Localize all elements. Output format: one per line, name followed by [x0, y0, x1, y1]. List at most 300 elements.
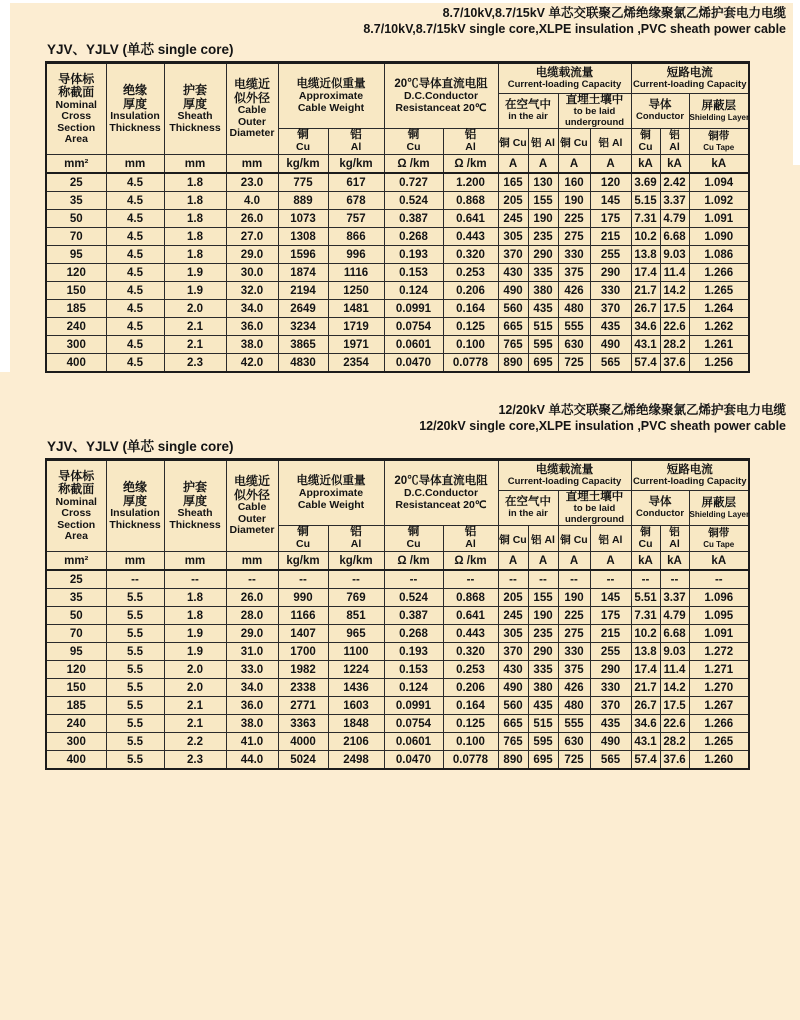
cell: 490 — [498, 679, 528, 697]
cell: 1.266 — [689, 264, 749, 282]
cell: 769 — [328, 589, 384, 607]
table2-cable-model-label: YJV、YJLV (单芯 single core) — [47, 439, 234, 454]
cell: 2498 — [328, 751, 384, 770]
leaf-conductor-al — [660, 129, 689, 155]
cell: 5.5 — [106, 697, 164, 715]
cell: 4.5 — [106, 228, 164, 246]
leaf-weight-cu-en: Cu — [296, 538, 310, 551]
cell: 185 — [46, 300, 106, 318]
cell: 3865 — [278, 336, 328, 354]
cell: -- — [384, 570, 443, 589]
cell: 996 — [328, 246, 384, 264]
table-row — [46, 318, 749, 336]
unit-cell: Ω /km — [384, 552, 443, 571]
cell: 1.9 — [164, 264, 226, 282]
cell: 1436 — [328, 679, 384, 697]
leaf-weight-cu-en: Cu — [296, 141, 310, 154]
cell: 665 — [498, 318, 528, 336]
cell: 290 — [528, 643, 558, 661]
unit-cell: A — [558, 155, 590, 174]
subheader-underground-en2: underground — [564, 513, 625, 525]
cell: 4.5 — [106, 264, 164, 282]
cell: 235 — [528, 228, 558, 246]
header-weight-zh: 电缆近似重量 — [296, 475, 366, 487]
cell: 300 — [46, 336, 106, 354]
header-current-loading-capacity — [498, 460, 631, 491]
table-row — [46, 661, 749, 679]
header-nominal-zh: 导体标称截面 — [58, 468, 95, 496]
table-row — [46, 751, 749, 770]
cell: 1.8 — [164, 192, 226, 210]
header-dc-en2: Resistanceat 20℃ — [395, 498, 487, 511]
cell: 70 — [46, 625, 106, 643]
leaf-dc-al — [443, 526, 498, 552]
cell: 290 — [590, 661, 631, 679]
unit-cell: mm — [106, 552, 164, 571]
cell: 0.0778 — [443, 354, 498, 373]
cell: 5.5 — [106, 715, 164, 733]
cell: 0.100 — [443, 733, 498, 751]
table-row — [46, 228, 749, 246]
cell: 560 — [498, 300, 528, 318]
unit-cell: mm — [226, 552, 278, 571]
subheader-underground-zh: 直埋土壤中 — [565, 94, 624, 106]
cell: 1.265 — [689, 282, 749, 300]
leaf-weight-cu-zh: 铜 — [297, 526, 309, 539]
leaf-dc-cu-en: Cu — [406, 538, 421, 551]
cell: 630 — [558, 733, 590, 751]
cell: 0.641 — [443, 210, 498, 228]
cell: 235 — [528, 625, 558, 643]
cell: 335 — [528, 264, 558, 282]
cell: 565 — [590, 751, 631, 770]
cell: 35 — [46, 192, 106, 210]
leaf-air-cu — [498, 526, 528, 552]
cell: 95 — [46, 643, 106, 661]
header-weight-en1: Approximate — [298, 487, 364, 499]
cell: 225 — [558, 607, 590, 625]
leaf-conductor-cu-zh: 铜 — [640, 129, 651, 141]
unit-cell: mm² — [46, 155, 106, 174]
unit-cell: mm² — [46, 552, 106, 571]
cell: 1848 — [328, 715, 384, 733]
cell: 990 — [278, 589, 328, 607]
cell: 0.443 — [443, 625, 498, 643]
cell: 375 — [558, 264, 590, 282]
cell: -- — [328, 570, 384, 589]
cell: 2354 — [328, 354, 384, 373]
cell: 0.153 — [384, 264, 443, 282]
cell: 430 — [498, 661, 528, 679]
cell: 11.4 — [660, 661, 689, 679]
cell: 0.0601 — [384, 336, 443, 354]
cell: 595 — [528, 733, 558, 751]
header-capacity-en: Current-loading Capacity — [507, 78, 622, 90]
cell: 1308 — [278, 228, 328, 246]
table1-cable-model-label: YJV、YJLV (单芯 single core) — [47, 42, 234, 57]
cell: 2.1 — [164, 318, 226, 336]
subheader-underground — [558, 94, 631, 129]
cell: 1.9 — [164, 643, 226, 661]
cell: 1.270 — [689, 679, 749, 697]
leaf-air-al-label: 铝 Al — [531, 533, 555, 546]
header-sheath-thickness — [164, 460, 226, 552]
cell: 490 — [590, 336, 631, 354]
subheader-in-air — [498, 491, 558, 526]
cell: 3.37 — [660, 192, 689, 210]
cell: 26.7 — [631, 697, 660, 715]
cell: 7.31 — [631, 607, 660, 625]
cell: -- — [689, 570, 749, 589]
cell: 0.0470 — [384, 354, 443, 373]
header-weight-en2: Cable Weight — [297, 498, 365, 511]
cell: 0.0601 — [384, 733, 443, 751]
unit-cell: A — [590, 552, 631, 571]
leaf-dc-cu — [384, 129, 443, 155]
header-dc-zh: 20℃导体直流电阻 — [394, 475, 488, 487]
header-sheath-zh: 护套厚度 — [182, 83, 207, 111]
cell: -- — [278, 570, 328, 589]
cell: 290 — [528, 246, 558, 264]
cell: 4.5 — [106, 246, 164, 264]
header-nominal-zh: 导体标称截面 — [58, 71, 95, 99]
leaf-air-al-label: 铝 Al — [531, 136, 555, 149]
cell: 1.265 — [689, 733, 749, 751]
cell: 275 — [558, 228, 590, 246]
cell: 426 — [558, 679, 590, 697]
cell: 1.9 — [164, 282, 226, 300]
leaf-air-cu-label: 铜 Cu — [499, 533, 527, 546]
unit-cell: mm — [164, 552, 226, 571]
table-row — [46, 264, 749, 282]
header-current-loading-capacity — [498, 63, 631, 94]
cell: 29.0 — [226, 246, 278, 264]
leaf-underground-cu — [558, 129, 590, 155]
cell: 0.206 — [443, 282, 498, 300]
table-row — [46, 282, 749, 300]
cell: 240 — [46, 318, 106, 336]
cell: 1.094 — [689, 173, 749, 192]
cell: 1719 — [328, 318, 384, 336]
cell: 50 — [46, 210, 106, 228]
cell: 490 — [498, 282, 528, 300]
subheader-conductor — [631, 94, 689, 129]
cell: 23.0 — [226, 173, 278, 192]
cell: 851 — [328, 607, 384, 625]
cell: 1874 — [278, 264, 328, 282]
cell: 155 — [528, 192, 558, 210]
cell: 17.5 — [660, 697, 689, 715]
cell: 515 — [528, 318, 558, 336]
cell: 3.69 — [631, 173, 660, 192]
table2-titles — [0, 403, 800, 434]
leaf-shielding-cu-tape — [689, 526, 749, 552]
unit-cell: A — [498, 155, 528, 174]
cell: 617 — [328, 173, 384, 192]
cell: 290 — [590, 264, 631, 282]
subheader-conductor-zh: 导体 — [648, 99, 672, 112]
header-dc-resistance — [384, 460, 498, 526]
cell: 190 — [528, 607, 558, 625]
header-short-circuit-current — [631, 460, 749, 491]
cell: 41.0 — [226, 733, 278, 751]
cell: 43.1 — [631, 336, 660, 354]
unit-cell: Ω /km — [443, 155, 498, 174]
header-diameter-en: Cable Outer Diameter — [229, 501, 275, 537]
unit-cell: kA — [689, 552, 749, 571]
cell: 2.0 — [164, 661, 226, 679]
table2-body — [46, 570, 749, 769]
leaf-dc-cu-en: Cu — [406, 141, 421, 154]
cell: 1.264 — [689, 300, 749, 318]
unit-cell: kg/km — [328, 155, 384, 174]
header-short-zh: 短路电流 — [666, 66, 713, 79]
cell: 37.6 — [660, 354, 689, 373]
unit-cell: kA — [631, 155, 660, 174]
cell: 35 — [46, 589, 106, 607]
cell: 21.7 — [631, 679, 660, 697]
cell: 1.091 — [689, 625, 749, 643]
leaf-weight-al-zh: 铝 — [350, 129, 362, 142]
cell: 1.8 — [164, 173, 226, 192]
cell: 0.125 — [443, 715, 498, 733]
cell: 11.4 — [660, 264, 689, 282]
cell: 0.0991 — [384, 300, 443, 318]
cell: 0.153 — [384, 661, 443, 679]
cell: 4.5 — [106, 282, 164, 300]
header-short-en: Current-loading Capacity — [633, 78, 747, 90]
cell: 4.79 — [660, 607, 689, 625]
header-sheath-en: Sheath Thickness — [169, 507, 221, 531]
cell: 380 — [528, 282, 558, 300]
cell: 1.090 — [689, 228, 749, 246]
cell: 678 — [328, 192, 384, 210]
cell: 0.524 — [384, 192, 443, 210]
cell: 4.5 — [106, 336, 164, 354]
unit-cell: kA — [631, 552, 660, 571]
cell: 5.5 — [106, 661, 164, 679]
cell: 1.092 — [689, 192, 749, 210]
cell: 4.5 — [106, 318, 164, 336]
cell: 34.0 — [226, 679, 278, 697]
cell: 42.0 — [226, 354, 278, 373]
cell: 27.0 — [226, 228, 278, 246]
table-row — [46, 570, 749, 589]
subheader-air-zh: 在空气中 — [505, 99, 552, 112]
leaf-shielding-cu-tape — [689, 129, 749, 155]
leaf-conductor-al-zh: 铝 — [669, 526, 680, 538]
cell: 0.193 — [384, 246, 443, 264]
table-row — [46, 589, 749, 607]
header-cable-outer-diameter — [226, 460, 278, 552]
header-capacity-en: Current-loading Capacity — [507, 475, 622, 487]
cell: 5.5 — [106, 589, 164, 607]
cell: 305 — [498, 625, 528, 643]
cell: 245 — [498, 607, 528, 625]
leaf-tape-en: Cu Tape — [703, 142, 735, 152]
cell: 4000 — [278, 733, 328, 751]
table-row — [46, 607, 749, 625]
cell: 130 — [528, 173, 558, 192]
unit-cell: mm — [226, 155, 278, 174]
leaf-weight-al — [328, 129, 384, 155]
cell: 0.124 — [384, 282, 443, 300]
leaf-conductor-cu — [631, 129, 660, 155]
cell: 255 — [590, 246, 631, 264]
leaf-weight-al-en: Al — [350, 538, 362, 551]
unit-cell: kA — [660, 552, 689, 571]
subheader-shielding-en: Shielding Layer — [689, 510, 750, 519]
leaf-weight-al-zh: 铝 — [350, 526, 362, 539]
cell: 515 — [528, 715, 558, 733]
cell: 1982 — [278, 661, 328, 679]
cell: 775 — [278, 173, 328, 192]
cell: 5.5 — [106, 751, 164, 770]
cell: 0.206 — [443, 679, 498, 697]
cell: 4.5 — [106, 354, 164, 373]
table1-titles — [0, 0, 800, 37]
cell: 695 — [528, 751, 558, 770]
cell: 2.1 — [164, 697, 226, 715]
cell: 435 — [528, 697, 558, 715]
cell: 25 — [46, 173, 106, 192]
cell: 2194 — [278, 282, 328, 300]
cell: 36.0 — [226, 318, 278, 336]
cell: 0.641 — [443, 607, 498, 625]
unit-cell: A — [528, 155, 558, 174]
cell: 1.096 — [689, 589, 749, 607]
cell: 565 — [590, 354, 631, 373]
table-row — [46, 246, 749, 264]
subheader-shielding-layer — [689, 491, 749, 526]
cell: 380 — [528, 679, 558, 697]
header-insulation-zh: 绝缘厚度 — [122, 480, 147, 508]
cell: 2.1 — [164, 715, 226, 733]
cell: 5.5 — [106, 733, 164, 751]
cable-spec-table-1 — [45, 61, 750, 373]
cell: 14.2 — [660, 679, 689, 697]
leaf-underground-cu — [558, 526, 590, 552]
cell: 38.0 — [226, 336, 278, 354]
table-row — [46, 625, 749, 643]
cell: 330 — [590, 679, 631, 697]
header-approximate-cable-weight — [278, 63, 384, 129]
cell: 665 — [498, 715, 528, 733]
header-short-circuit-current — [631, 63, 749, 94]
table2-header — [46, 460, 749, 571]
cell: 305 — [498, 228, 528, 246]
cell: 866 — [328, 228, 384, 246]
cell: 0.100 — [443, 336, 498, 354]
cell: 0.193 — [384, 643, 443, 661]
cell: 1.266 — [689, 715, 749, 733]
cell: 150 — [46, 282, 106, 300]
cell: 6.68 — [660, 228, 689, 246]
cell: 1407 — [278, 625, 328, 643]
cell: -- — [558, 570, 590, 589]
scan-margin-left — [0, 0, 10, 372]
cell: 400 — [46, 751, 106, 770]
cell: 1.086 — [689, 246, 749, 264]
cell: 1.8 — [164, 607, 226, 625]
cell: 330 — [590, 282, 631, 300]
leaf-air-al — [528, 129, 558, 155]
cell: 2.0 — [164, 679, 226, 697]
leaf-underground-al-label: 铝 Al — [598, 136, 623, 149]
cell: 205 — [498, 192, 528, 210]
cell: 1166 — [278, 607, 328, 625]
cell: -- — [631, 570, 660, 589]
cell: 555 — [558, 715, 590, 733]
cell: 5.5 — [106, 625, 164, 643]
cell: 9.03 — [660, 246, 689, 264]
cell: 28.2 — [660, 336, 689, 354]
header-nominal-cross-section — [46, 460, 106, 552]
leaf-underground-al — [590, 129, 631, 155]
cell: 0.524 — [384, 589, 443, 607]
cell: 1481 — [328, 300, 384, 318]
cell: 0.124 — [384, 679, 443, 697]
table-row — [46, 354, 749, 373]
cell: 330 — [558, 643, 590, 661]
cell: 28.2 — [660, 733, 689, 751]
header-dc-zh: 20℃导体直流电阻 — [394, 78, 488, 90]
cell: 370 — [590, 300, 631, 318]
cell: 2.2 — [164, 733, 226, 751]
cell: 300 — [46, 733, 106, 751]
cell: 245 — [498, 210, 528, 228]
cell: -- — [164, 570, 226, 589]
unit-cell: A — [558, 552, 590, 571]
units-row — [46, 552, 749, 571]
cell: 1.9 — [164, 625, 226, 643]
leaf-weight-cu — [278, 129, 328, 155]
leaf-conductor-al-zh: 铝 — [669, 129, 680, 141]
cell: 5.5 — [106, 607, 164, 625]
subheader-underground — [558, 491, 631, 526]
leaf-dc-al-en: Al — [465, 141, 476, 154]
cell: 10.2 — [631, 625, 660, 643]
cell: 0.0470 — [384, 751, 443, 770]
cell: 1.200 — [443, 173, 498, 192]
cell: 120 — [590, 173, 631, 192]
cell: 6.68 — [660, 625, 689, 643]
cable-spec-table-2 — [45, 458, 750, 770]
header-dc-resistance — [384, 63, 498, 129]
table1-header — [46, 63, 749, 174]
scan-margin-right — [793, 0, 800, 165]
cell: 480 — [558, 300, 590, 318]
cell: 26.7 — [631, 300, 660, 318]
leaf-weight-cu-zh: 铜 — [297, 129, 309, 142]
leaf-conductor-cu-en: Cu — [638, 537, 653, 550]
leaf-conductor-al-en: Al — [669, 537, 680, 550]
leaf-air-cu — [498, 129, 528, 155]
leaf-weight-al-en: Al — [350, 141, 362, 154]
header-diameter-zh: 电缆近似外径 — [233, 77, 270, 105]
cell: 595 — [528, 336, 558, 354]
cell: 30.0 — [226, 264, 278, 282]
cell: 44.0 — [226, 751, 278, 770]
cell: 0.253 — [443, 661, 498, 679]
table-row — [46, 715, 749, 733]
cell: 43.1 — [631, 733, 660, 751]
cell: 2.1 — [164, 336, 226, 354]
subheader-air-zh: 在空气中 — [505, 496, 552, 509]
cell: 1603 — [328, 697, 384, 715]
header-group-row — [46, 460, 749, 491]
leaf-weight-al — [328, 526, 384, 552]
